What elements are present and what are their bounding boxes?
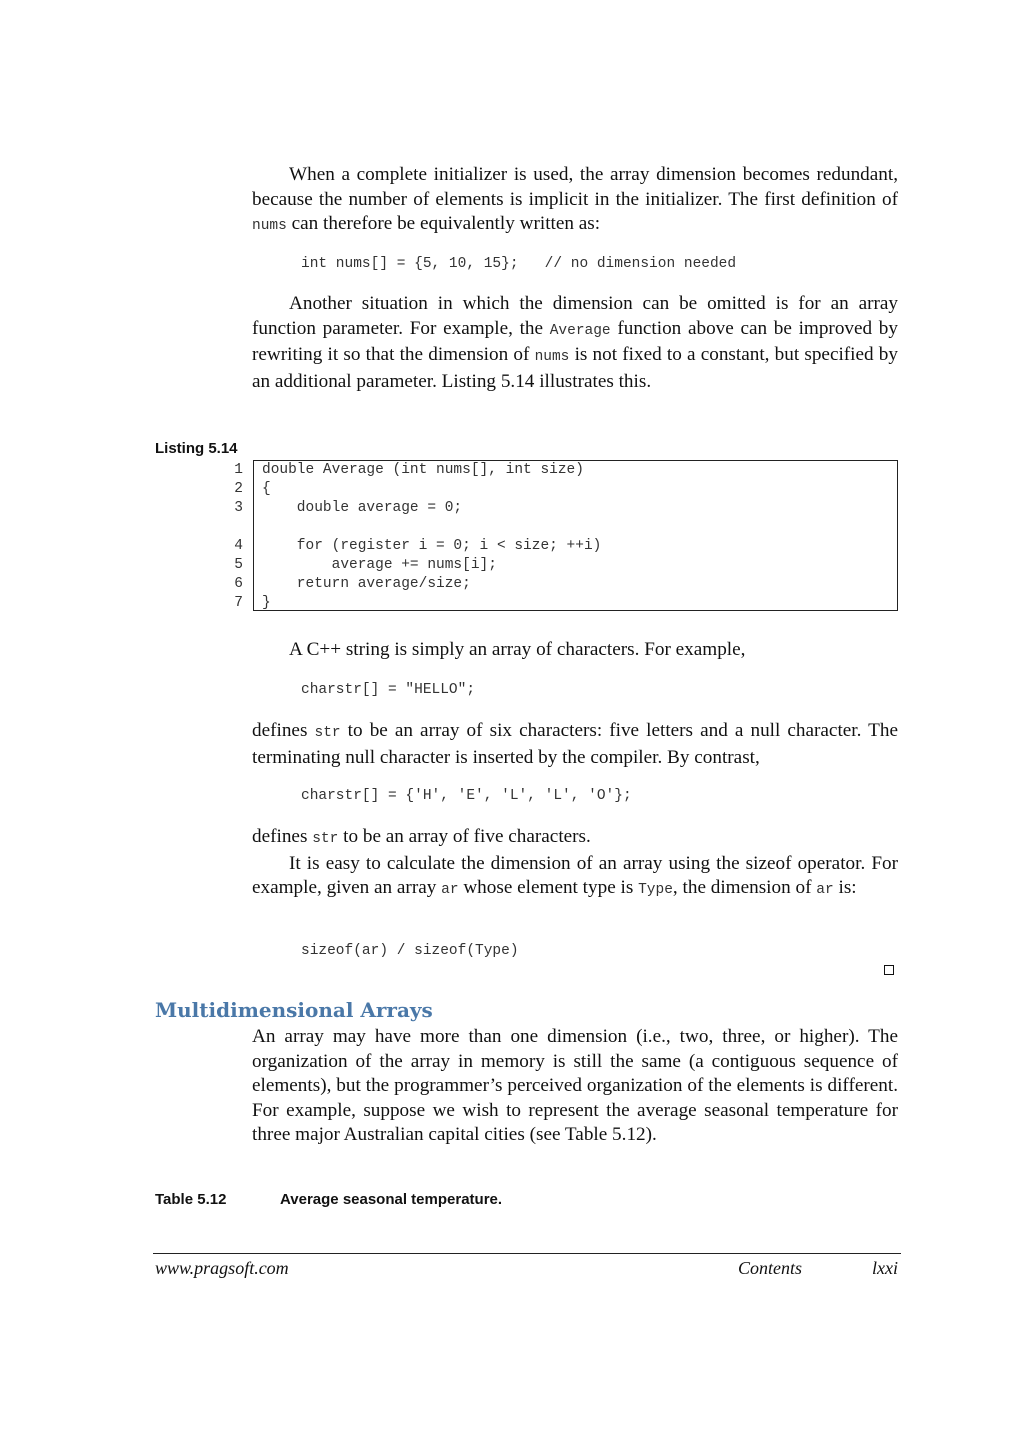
inline-code-ar: ar (816, 882, 834, 898)
text: defines (252, 826, 313, 847)
inline-code-nums: nums (534, 349, 570, 365)
paragraph-2 (252, 292, 898, 394)
code-block-1: int nums[] = {5, 10, 15}; // no dimension needed (301, 256, 737, 272)
table-caption-label: Table 5.12 (155, 1191, 227, 1208)
text: defines (252, 720, 315, 741)
text: When a complete initializer is used, the array dimension becomes redundant, because the number of elements is implicit in the initializer. The first definition of (252, 164, 898, 210)
line-number: 6 (234, 576, 243, 592)
paragraph-5 (252, 825, 898, 903)
end-of-example-square-icon (884, 965, 894, 975)
inline-code-nums: nums (252, 218, 287, 234)
footer-page-number: lxxi (872, 1258, 898, 1278)
code-block-2: charstr[] = "HELLO"; (301, 682, 476, 698)
listing-line: { (262, 481, 271, 497)
line-number: 1 (234, 462, 243, 478)
listing-line: for (register i = 0; i < size; ++i) (262, 538, 602, 554)
footer-rule (153, 1253, 901, 1254)
text: A C++ string is simply an array of characters. For example, (289, 639, 746, 660)
listing-line: average += nums[i]; (262, 557, 497, 573)
text: is not fixed to a constant, but specified by an additional parameter. Listing 5.14 illustrates this. (252, 344, 898, 392)
inline-code-ar: ar (441, 882, 459, 898)
paragraph-6 (252, 852, 898, 903)
listing-line: double Average (int nums[], int size) (262, 462, 584, 478)
text: to be an array of six characters: five letters and a null character. The terminating null character is inserted by the compiler. By contrast, (252, 720, 898, 768)
text: Another situation in which the dimension can be omitted is for an array function parameter. For example, the (252, 293, 898, 339)
paragraph-3 (252, 638, 898, 663)
section-body (252, 1025, 898, 1148)
line-number: 4 (234, 538, 243, 554)
paragraph-4 (252, 719, 898, 770)
text: , the dimension of (672, 877, 817, 898)
inline-code-average: Average (549, 322, 611, 339)
line-number: 5 (234, 557, 243, 573)
footer-section: Contents (738, 1258, 803, 1278)
line-number: 2 (234, 481, 243, 497)
listing-label: Listing 5.14 (155, 440, 238, 457)
line-number: 7 (234, 595, 243, 611)
text: function above can be improved by rewriting it so that the dimension of (252, 317, 898, 365)
inline-code-type: Type (638, 882, 673, 898)
line-number: 3 (234, 500, 243, 516)
text: is: (833, 877, 857, 898)
listing-line: double average = 0; (262, 500, 463, 516)
text: can therefore be equivalently written as: (286, 213, 601, 234)
text: An array may have more than one dimension (i.e., two, three, or higher). The organization of the array in memory is still the same (a contiguous sequence of elements), but the programmer’s perceived organization of the elements is different. For example, suppose we wish to represent the average seasonal temperature for three major Australian capital cities (see Table 5.12). (252, 1026, 898, 1145)
inline-code-str: str (314, 725, 341, 741)
text: to be an array of five characters. (338, 826, 591, 847)
table-caption-title: Average seasonal temperature. (280, 1191, 503, 1208)
listing-line: } (262, 595, 271, 611)
listing-line: return average/size; (262, 576, 471, 592)
code-block-4: sizeof(ar) / sizeof(Type) (301, 943, 519, 959)
text: It is easy to calculate the dimension of an array using the sizeof operator. For example, given an array (252, 852, 898, 898)
inline-code-str: str (312, 831, 339, 847)
text: whose element type is (458, 877, 639, 898)
code-block-3: charstr[] = {'H', 'E', 'L', 'L', 'O'}; (301, 788, 632, 804)
footer-website: www.pragsoft.com (155, 1258, 289, 1278)
section-heading: Multidimensional Arrays (155, 998, 433, 1022)
paragraph-1 (252, 163, 898, 239)
